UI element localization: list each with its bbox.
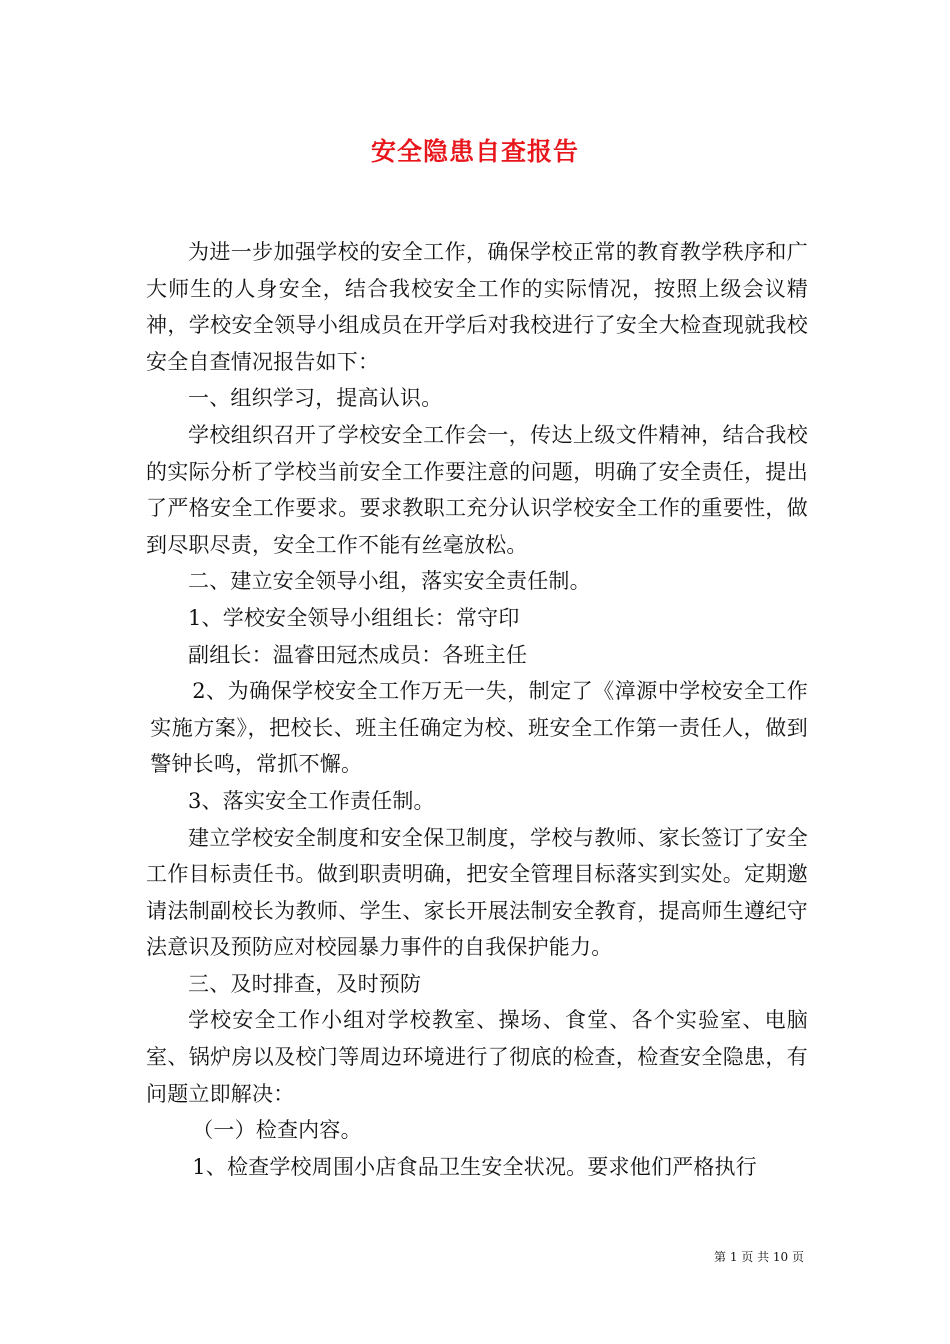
- paragraph-responsibility: 建立学校安全制度和安全保卫制度，学校与教师、家长签订了安全工作目标责任书。做到职责明确，把安全管理目标落实到实处。定期邀请法制副校长为教师、学生、家长开展法制安全教育，提高师生遵纪守法意识及预防应对校园暴力事件的自我保护能力。: [146, 825, 808, 960]
- paragraph-deputy: 副组长：温睿田冠杰成员：各班主任: [188, 642, 528, 667]
- page-number: 第 1 页 共 10 页: [714, 1250, 804, 1264]
- paragraph-section-1: 学校组织召开了学校安全工作会一，传达上级文件精神，结合我校的实际分析了学校当前安全工作要注意的问题，明确了安全责任，提出了严格安全工作要求。要求教职工充分认识学校安全工作的重要性，做到尽职尽责，安全工作不能有丝毫放松。: [146, 422, 808, 557]
- section-heading-3: 三、及时排查，及时预防: [188, 971, 422, 996]
- paragraph-intro: 为进一步加强学校的安全工作，确保学校正常的教育教学秩序和广大师生的人身安全，结合我校安全工作的实际情况，按照上级会议精神，学校安全领导小组成员在开学后对我校进行了安全大检查现就我校安全自查情况报告如下：: [146, 240, 808, 374]
- section-heading-1: 一、组织学习，提高认识。: [188, 386, 443, 411]
- subheading-responsibility: 3、落实安全工作责任制。: [188, 788, 435, 813]
- paragraph-leader: 1、学校安全领导小组组长：常守印: [188, 605, 520, 630]
- paragraph-plan: 2、为确保学校安全工作万无一失，制定了《漳源中学校安全工作实施方案》，把校长、班主任确定为校、班安全工作第一责任人，做到警钟长鸣，常抓不懈。: [150, 679, 808, 777]
- subheading-inspection-content: （一）检查内容。: [192, 1118, 362, 1143]
- paragraph-inspection-item-1: 1、检查学校周围小店食品卫生安全状况。要求他们严格执行: [192, 1154, 757, 1179]
- section-heading-2: 二、建立安全领导小组，落实安全责任制。: [188, 569, 591, 594]
- document-body: [146, 234, 808, 1185]
- paragraph-inspection: 学校安全工作小组对学校教室、操场、食堂、各个实验室、电脑室、锅炉房以及校门等周边环境进行了彻底的检查，检查安全隐患，有问题立即解决：: [146, 1008, 808, 1106]
- document-title: 安全隐患自查报告: [370, 137, 579, 166]
